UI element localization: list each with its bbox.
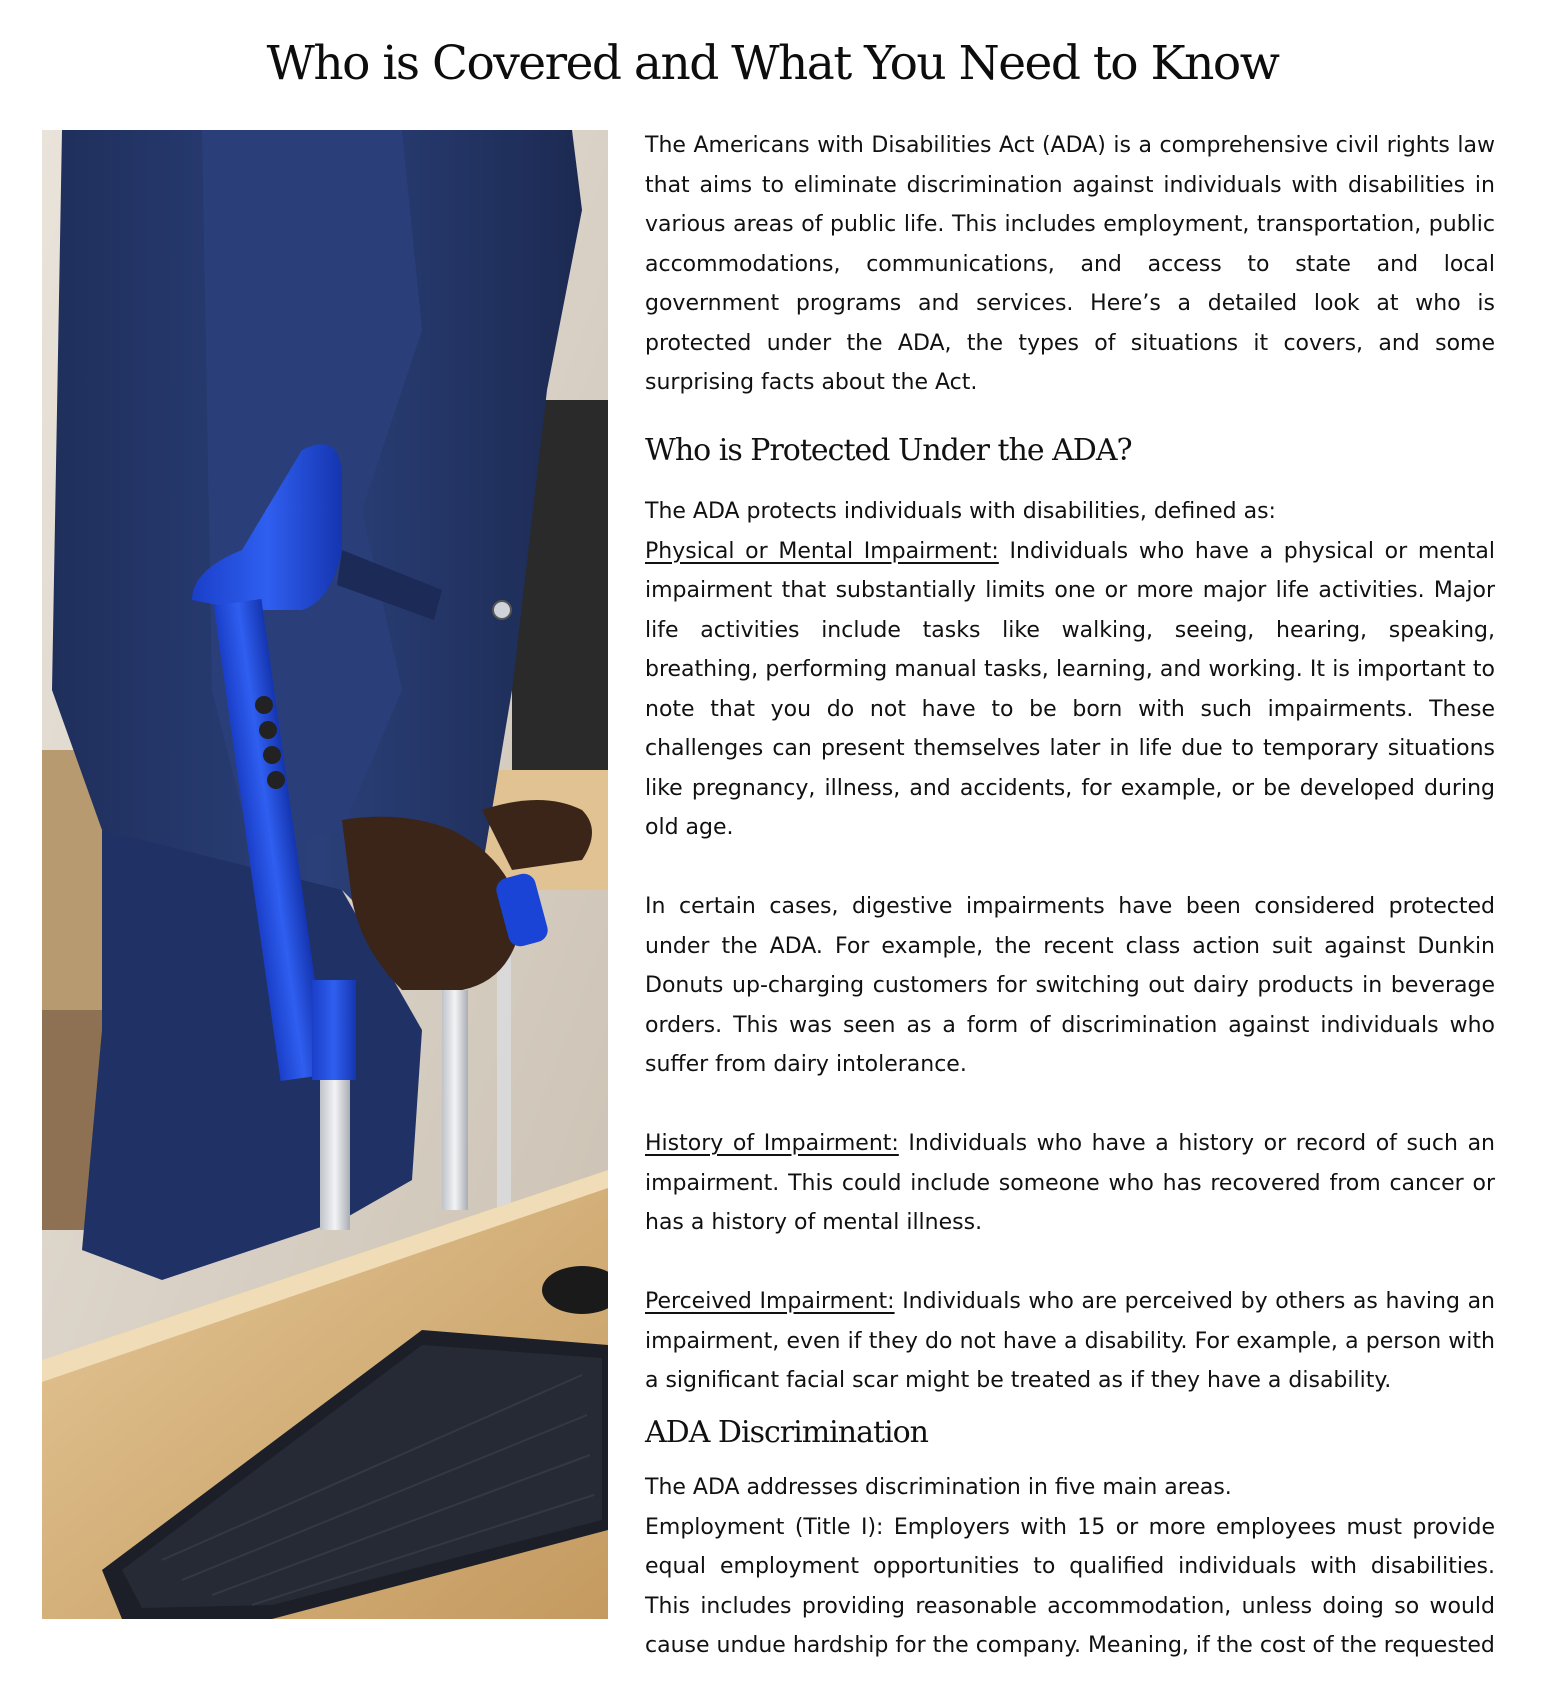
discrimination-lead: The ADA addresses discrimination in five main areas.: [645, 1475, 1232, 1500]
heading-ada-discrimination: ADA Discrimination: [645, 1414, 928, 1450]
history-impairment-label: History of Impairment:: [645, 1131, 899, 1156]
hero-photo: [42, 130, 608, 1619]
physical-impairment-label: Physical or Mental Impairment:: [645, 538, 999, 564]
perceived-impairment-label: Perceived Impairment:: [645, 1289, 895, 1314]
history-impairment-text: Individuals who have a history or record of such an impairment. This could include someone who has recovered from cancer or has a history of mental illness.: [645, 1131, 1496, 1235]
intro-paragraph: The Americans with Disabilities Act (ADA) is a comprehensive civil rights law that aims to eliminate discrimination against individuals with disabilities in various areas of public life. This includes employment, transportation, public accommodations, communications, and access to state and local government programs and services. Here’s a detailed look at who is protected under the ADA, the types of situations it covers, and some surprising facts about the Act.: [645, 133, 1495, 395]
heading-who-is-protected: Who is Protected Under the ADA?: [645, 432, 1132, 468]
perceived-impairment-paragraph: [645, 1282, 1495, 1401]
article-body: [645, 126, 1495, 1666]
physical-impairment-paragraph: [645, 532, 1495, 848]
digestive-paragraph: In certain cases, digestive impairments have been considered protected under the ADA. For example, the recent class action suit against Dunkin Donuts up-charging customers for switching out dairy products in beverage orders. This was seen as a form of discrimination against individuals who suffer from dairy intolerance.: [645, 894, 1495, 1077]
history-impairment-paragraph: [645, 1124, 1495, 1243]
employment-paragraph: Employment (Title I): Employers with 15 or more employees must provide equal employment opportunities to qualified individuals with disabilities. This includes providing reasonable accommodation, unless doing so would cause undue hardship for the company. Meaning, if the cost of the requested: [645, 1514, 1495, 1658]
physical-impairment-text: Individuals who have a physical or mental impairment that substantially limits one or more major life activities. Major life activities include tasks like walking, seeing, hearing, speaking, breathing, performing manual tasks, learning, and working. It is important to note that you do not have to be born with such impairments. These challenges can present themselves later in life due to temporary situations like pregnancy, illness, and accidents, for example, or be developed during old age.: [645, 538, 1495, 840]
page-title: Who is Covered and What You Need to Know: [266, 36, 1279, 91]
protected-lead: The ADA protects individuals with disabilities, defined as:: [645, 499, 1276, 524]
perceived-impairment-text: Individuals who are perceived by others as having an impairment, even if they do not have a disability. For example, a person with a significant facial scar might be treated as if they have a disability.: [645, 1289, 1496, 1393]
